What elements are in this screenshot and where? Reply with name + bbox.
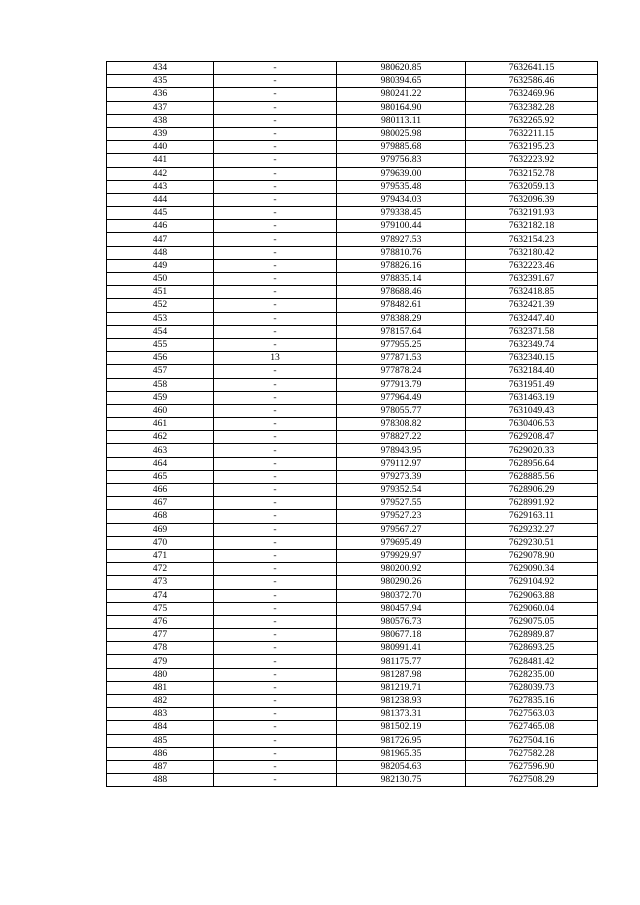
point-number-cell: 447 (107, 233, 214, 246)
point-number-cell: 439 (107, 127, 214, 140)
table-row (107, 259, 598, 272)
point-number-cell: 443 (107, 180, 214, 193)
point-marker-cell: - (214, 299, 337, 312)
point-marker-cell: - (214, 602, 337, 615)
table-row (107, 312, 598, 325)
table-row (107, 62, 598, 75)
coordinate-x-cell: 982130.75 (337, 774, 466, 787)
table-row (107, 352, 598, 365)
point-number-cell: 476 (107, 615, 214, 628)
point-marker-cell: - (214, 127, 337, 140)
coordinate-x-cell: 979527.23 (337, 510, 466, 523)
point-marker-cell: - (214, 207, 337, 220)
table-row (107, 695, 598, 708)
point-marker-cell: - (214, 338, 337, 351)
coordinate-y-cell: 7632340.15 (466, 352, 598, 365)
coordinate-x-cell: 981726.95 (337, 734, 466, 747)
table-row (107, 391, 598, 404)
point-number-cell: 472 (107, 563, 214, 576)
coordinate-x-cell: 978055.77 (337, 404, 466, 417)
point-marker-cell: - (214, 734, 337, 747)
point-marker-cell: - (214, 180, 337, 193)
point-marker-cell: - (214, 325, 337, 338)
coordinates-table-body (107, 62, 598, 787)
point-number-cell: 449 (107, 259, 214, 272)
coordinate-y-cell: 7629060.04 (466, 602, 598, 615)
coordinate-y-cell: 7628991.92 (466, 497, 598, 510)
table-row (107, 75, 598, 88)
coordinate-x-cell: 979695.49 (337, 536, 466, 549)
point-number-cell: 434 (107, 62, 214, 75)
table-row (107, 193, 598, 206)
point-number-cell: 453 (107, 312, 214, 325)
point-marker-cell: - (214, 747, 337, 760)
coordinate-x-cell: 977913.79 (337, 378, 466, 391)
point-marker-cell: - (214, 167, 337, 180)
coordinate-x-cell: 978308.82 (337, 418, 466, 431)
table-row (107, 576, 598, 589)
table-row (107, 114, 598, 127)
coordinate-y-cell: 7629208.47 (466, 431, 598, 444)
table-row (107, 233, 598, 246)
table-row (107, 431, 598, 444)
coordinate-y-cell: 7632469.96 (466, 88, 598, 101)
point-marker-cell: - (214, 259, 337, 272)
point-marker-cell: - (214, 88, 337, 101)
point-marker-cell: - (214, 431, 337, 444)
table-row (107, 444, 598, 457)
coordinate-y-cell: 7632191.93 (466, 207, 598, 220)
table-row (107, 127, 598, 140)
coordinate-y-cell: 7630406.53 (466, 418, 598, 431)
point-marker-cell: - (214, 484, 337, 497)
table-row (107, 523, 598, 536)
coordinate-y-cell: 7632180.42 (466, 246, 598, 259)
coordinate-y-cell: 7632059.13 (466, 180, 598, 193)
table-row (107, 747, 598, 760)
point-number-cell: 437 (107, 101, 214, 114)
point-marker-cell: - (214, 695, 337, 708)
coordinate-y-cell: 7629078.90 (466, 549, 598, 562)
point-number-cell: 488 (107, 774, 214, 787)
coordinate-x-cell: 979338.45 (337, 207, 466, 220)
coordinate-x-cell: 979434.03 (337, 193, 466, 206)
point-number-cell: 458 (107, 378, 214, 391)
point-number-cell: 450 (107, 273, 214, 286)
coordinate-y-cell: 7632223.46 (466, 259, 598, 272)
coordinate-x-cell: 980241.22 (337, 88, 466, 101)
table-row (107, 484, 598, 497)
coordinate-x-cell: 978927.53 (337, 233, 466, 246)
table-row (107, 602, 598, 615)
point-marker-cell: - (214, 418, 337, 431)
coordinate-y-cell: 7632391.67 (466, 273, 598, 286)
coordinate-y-cell: 7628956.64 (466, 457, 598, 470)
table-row (107, 378, 598, 391)
point-marker-cell: - (214, 681, 337, 694)
point-marker-cell: - (214, 642, 337, 655)
point-number-cell: 471 (107, 549, 214, 562)
point-number-cell: 438 (107, 114, 214, 127)
coordinate-x-cell: 980164.90 (337, 101, 466, 114)
coordinate-y-cell: 7632195.23 (466, 141, 598, 154)
coordinate-x-cell: 981965.35 (337, 747, 466, 760)
point-marker-cell: - (214, 549, 337, 562)
point-marker-cell: - (214, 615, 337, 628)
point-number-cell: 444 (107, 193, 214, 206)
point-marker-cell: - (214, 154, 337, 167)
point-number-cell: 461 (107, 418, 214, 431)
coordinate-x-cell: 978826.16 (337, 259, 466, 272)
table-row (107, 325, 598, 338)
coordinate-y-cell: 7632265.92 (466, 114, 598, 127)
point-number-cell: 487 (107, 760, 214, 773)
table-row (107, 88, 598, 101)
table-row (107, 760, 598, 773)
point-marker-cell: - (214, 246, 337, 259)
coordinate-y-cell: 7632211.15 (466, 127, 598, 140)
coordinate-y-cell: 7631951.49 (466, 378, 598, 391)
coordinate-x-cell: 980290.26 (337, 576, 466, 589)
table-row (107, 180, 598, 193)
coordinate-y-cell: 7632382.28 (466, 101, 598, 114)
point-number-cell: 484 (107, 721, 214, 734)
coordinate-x-cell: 981287.98 (337, 668, 466, 681)
coordinate-x-cell: 978388.29 (337, 312, 466, 325)
point-number-cell: 485 (107, 734, 214, 747)
coordinate-y-cell: 7628235.00 (466, 668, 598, 681)
table-row (107, 536, 598, 549)
coordinate-x-cell: 977955.25 (337, 338, 466, 351)
point-number-cell: 470 (107, 536, 214, 549)
table-row (107, 299, 598, 312)
point-number-cell: 435 (107, 75, 214, 88)
point-marker-cell: - (214, 286, 337, 299)
table-row (107, 655, 598, 668)
coordinate-x-cell: 978835.14 (337, 273, 466, 286)
point-marker-cell: - (214, 365, 337, 378)
point-number-cell: 441 (107, 154, 214, 167)
point-marker-cell: - (214, 220, 337, 233)
point-number-cell: 436 (107, 88, 214, 101)
point-number-cell: 465 (107, 470, 214, 483)
point-number-cell: 442 (107, 167, 214, 180)
table-row (107, 549, 598, 562)
coordinate-y-cell: 7627508.29 (466, 774, 598, 787)
coordinate-x-cell: 979352.54 (337, 484, 466, 497)
coordinate-x-cell: 979535.48 (337, 180, 466, 193)
point-marker-cell: - (214, 629, 337, 642)
table-row (107, 497, 598, 510)
coordinate-x-cell: 979273.39 (337, 470, 466, 483)
coordinate-x-cell: 978827.22 (337, 431, 466, 444)
point-number-cell: 479 (107, 655, 214, 668)
point-number-cell: 477 (107, 629, 214, 642)
point-number-cell: 445 (107, 207, 214, 220)
point-number-cell: 446 (107, 220, 214, 233)
point-marker-cell: - (214, 576, 337, 589)
table-row (107, 510, 598, 523)
coordinate-x-cell: 980991.41 (337, 642, 466, 655)
table-row (107, 246, 598, 259)
point-number-cell: 463 (107, 444, 214, 457)
coordinate-y-cell: 7629075.05 (466, 615, 598, 628)
table-row (107, 681, 598, 694)
coordinate-x-cell: 980372.70 (337, 589, 466, 602)
coordinate-x-cell: 979527.55 (337, 497, 466, 510)
table-row (107, 141, 598, 154)
coordinate-y-cell: 7632421.39 (466, 299, 598, 312)
coordinate-y-cell: 7628989.87 (466, 629, 598, 642)
point-marker-cell: - (214, 536, 337, 549)
coordinate-x-cell: 979567.27 (337, 523, 466, 536)
point-number-cell: 468 (107, 510, 214, 523)
coordinate-y-cell: 7632418.85 (466, 286, 598, 299)
point-marker-cell: - (214, 62, 337, 75)
point-marker-cell: - (214, 75, 337, 88)
coordinate-y-cell: 7632641.15 (466, 62, 598, 75)
coordinate-x-cell: 981175.77 (337, 655, 466, 668)
coordinate-x-cell: 981238.93 (337, 695, 466, 708)
point-number-cell: 466 (107, 484, 214, 497)
coordinate-x-cell: 977878.24 (337, 365, 466, 378)
table-row (107, 101, 598, 114)
table-row (107, 418, 598, 431)
table-row (107, 708, 598, 721)
coordinate-y-cell: 7631049.43 (466, 404, 598, 417)
point-number-cell: 451 (107, 286, 214, 299)
point-number-cell: 454 (107, 325, 214, 338)
coordinate-y-cell: 7632447.40 (466, 312, 598, 325)
coordinate-x-cell: 978943.95 (337, 444, 466, 457)
point-number-cell: 482 (107, 695, 214, 708)
point-marker-cell: - (214, 391, 337, 404)
table-row (107, 721, 598, 734)
coordinate-y-cell: 7628039.73 (466, 681, 598, 694)
table-row (107, 563, 598, 576)
point-marker-cell: - (214, 114, 337, 127)
table-row (107, 470, 598, 483)
table-row (107, 286, 598, 299)
coordinate-x-cell: 977964.49 (337, 391, 466, 404)
coordinate-y-cell: 7628906.29 (466, 484, 598, 497)
coordinate-x-cell: 978157.64 (337, 325, 466, 338)
coordinate-y-cell: 7627835.16 (466, 695, 598, 708)
coordinate-x-cell: 981219.71 (337, 681, 466, 694)
coordinate-y-cell: 7632154.23 (466, 233, 598, 246)
table-row (107, 734, 598, 747)
coordinate-x-cell: 979639.00 (337, 167, 466, 180)
coordinate-x-cell: 980394.65 (337, 75, 466, 88)
coordinates-table (106, 61, 598, 787)
point-marker-cell: - (214, 668, 337, 681)
point-marker-cell: - (214, 563, 337, 576)
coordinate-y-cell: 7628693.25 (466, 642, 598, 655)
table-row (107, 629, 598, 642)
point-number-cell: 469 (107, 523, 214, 536)
coordinate-y-cell: 7632586.46 (466, 75, 598, 88)
table-row (107, 273, 598, 286)
point-number-cell: 475 (107, 602, 214, 615)
coordinate-y-cell: 7632184.40 (466, 365, 598, 378)
coordinate-y-cell: 7629090.34 (466, 563, 598, 576)
point-number-cell: 448 (107, 246, 214, 259)
point-number-cell: 462 (107, 431, 214, 444)
coordinate-x-cell: 979929.97 (337, 549, 466, 562)
coordinate-y-cell: 7632371.58 (466, 325, 598, 338)
coordinate-y-cell: 7632152.78 (466, 167, 598, 180)
coordinate-x-cell: 980576.73 (337, 615, 466, 628)
point-marker-cell: - (214, 655, 337, 668)
point-marker-cell: - (214, 101, 337, 114)
table-row (107, 404, 598, 417)
coordinate-x-cell: 982054.63 (337, 760, 466, 773)
point-number-cell: 456 (107, 352, 214, 365)
coordinate-y-cell: 7629020.33 (466, 444, 598, 457)
table-row (107, 167, 598, 180)
coordinate-y-cell: 7629163.11 (466, 510, 598, 523)
point-number-cell: 467 (107, 497, 214, 510)
point-number-cell: 452 (107, 299, 214, 312)
table-row (107, 668, 598, 681)
table-row (107, 220, 598, 233)
coordinate-y-cell: 7629104.92 (466, 576, 598, 589)
point-number-cell: 481 (107, 681, 214, 694)
point-marker-cell: - (214, 141, 337, 154)
point-marker-cell: - (214, 404, 337, 417)
table-row (107, 154, 598, 167)
coordinate-x-cell: 980113.11 (337, 114, 466, 127)
point-marker-cell: - (214, 774, 337, 787)
coordinate-y-cell: 7628885.56 (466, 470, 598, 483)
coordinate-y-cell: 7627504.16 (466, 734, 598, 747)
point-number-cell: 459 (107, 391, 214, 404)
coordinate-x-cell: 978688.46 (337, 286, 466, 299)
coordinate-y-cell: 7629063.88 (466, 589, 598, 602)
table-row (107, 589, 598, 602)
table-row (107, 774, 598, 787)
coordinate-x-cell: 978482.61 (337, 299, 466, 312)
table-row (107, 365, 598, 378)
coordinate-y-cell: 7627596.90 (466, 760, 598, 773)
coordinate-y-cell: 7632182.18 (466, 220, 598, 233)
coordinate-x-cell: 979100.44 (337, 220, 466, 233)
coordinate-y-cell: 7628481.42 (466, 655, 598, 668)
coordinate-y-cell: 7632223.92 (466, 154, 598, 167)
coordinate-x-cell: 979885.68 (337, 141, 466, 154)
coordinate-x-cell: 980677.18 (337, 629, 466, 642)
point-marker-cell: - (214, 708, 337, 721)
coordinate-y-cell: 7629230.51 (466, 536, 598, 549)
coordinate-x-cell: 979756.83 (337, 154, 466, 167)
point-number-cell: 474 (107, 589, 214, 602)
coordinate-y-cell: 7627563.03 (466, 708, 598, 721)
table-row (107, 615, 598, 628)
point-number-cell: 460 (107, 404, 214, 417)
point-marker-cell: - (214, 312, 337, 325)
coordinate-y-cell: 7629232.27 (466, 523, 598, 536)
point-number-cell: 440 (107, 141, 214, 154)
coordinate-x-cell: 980457.94 (337, 602, 466, 615)
point-marker-cell: - (214, 497, 337, 510)
point-number-cell: 483 (107, 708, 214, 721)
table-row (107, 207, 598, 220)
point-number-cell: 486 (107, 747, 214, 760)
coordinate-x-cell: 978810.76 (337, 246, 466, 259)
coordinate-y-cell: 7632096.39 (466, 193, 598, 206)
coordinate-x-cell: 981373.31 (337, 708, 466, 721)
point-number-cell: 473 (107, 576, 214, 589)
point-marker-cell: - (214, 470, 337, 483)
point-marker-cell: - (214, 523, 337, 536)
point-number-cell: 478 (107, 642, 214, 655)
coordinate-x-cell: 980620.85 (337, 62, 466, 75)
point-marker-cell: - (214, 721, 337, 734)
point-number-cell: 455 (107, 338, 214, 351)
coordinate-y-cell: 7627582.28 (466, 747, 598, 760)
table-row (107, 457, 598, 470)
point-marker-cell: - (214, 444, 337, 457)
table-row (107, 642, 598, 655)
point-marker-cell: - (214, 378, 337, 391)
coordinate-x-cell: 980025.98 (337, 127, 466, 140)
coordinate-y-cell: 7632349.74 (466, 338, 598, 351)
point-number-cell: 457 (107, 365, 214, 378)
coordinate-x-cell: 977871.53 (337, 352, 466, 365)
coordinate-y-cell: 7627465.08 (466, 721, 598, 734)
point-number-cell: 480 (107, 668, 214, 681)
point-marker-cell: - (214, 193, 337, 206)
coordinate-x-cell: 981502.19 (337, 721, 466, 734)
point-number-cell: 464 (107, 457, 214, 470)
coordinate-y-cell: 7631463.19 (466, 391, 598, 404)
point-marker-cell: - (214, 457, 337, 470)
point-marker-cell: - (214, 760, 337, 773)
table-row (107, 338, 598, 351)
coordinate-x-cell: 980200.92 (337, 563, 466, 576)
point-marker-cell: - (214, 510, 337, 523)
point-marker-cell: - (214, 589, 337, 602)
point-marker-cell: 13 (214, 352, 337, 365)
point-marker-cell: - (214, 233, 337, 246)
point-marker-cell: - (214, 273, 337, 286)
coordinate-x-cell: 979112.97 (337, 457, 466, 470)
